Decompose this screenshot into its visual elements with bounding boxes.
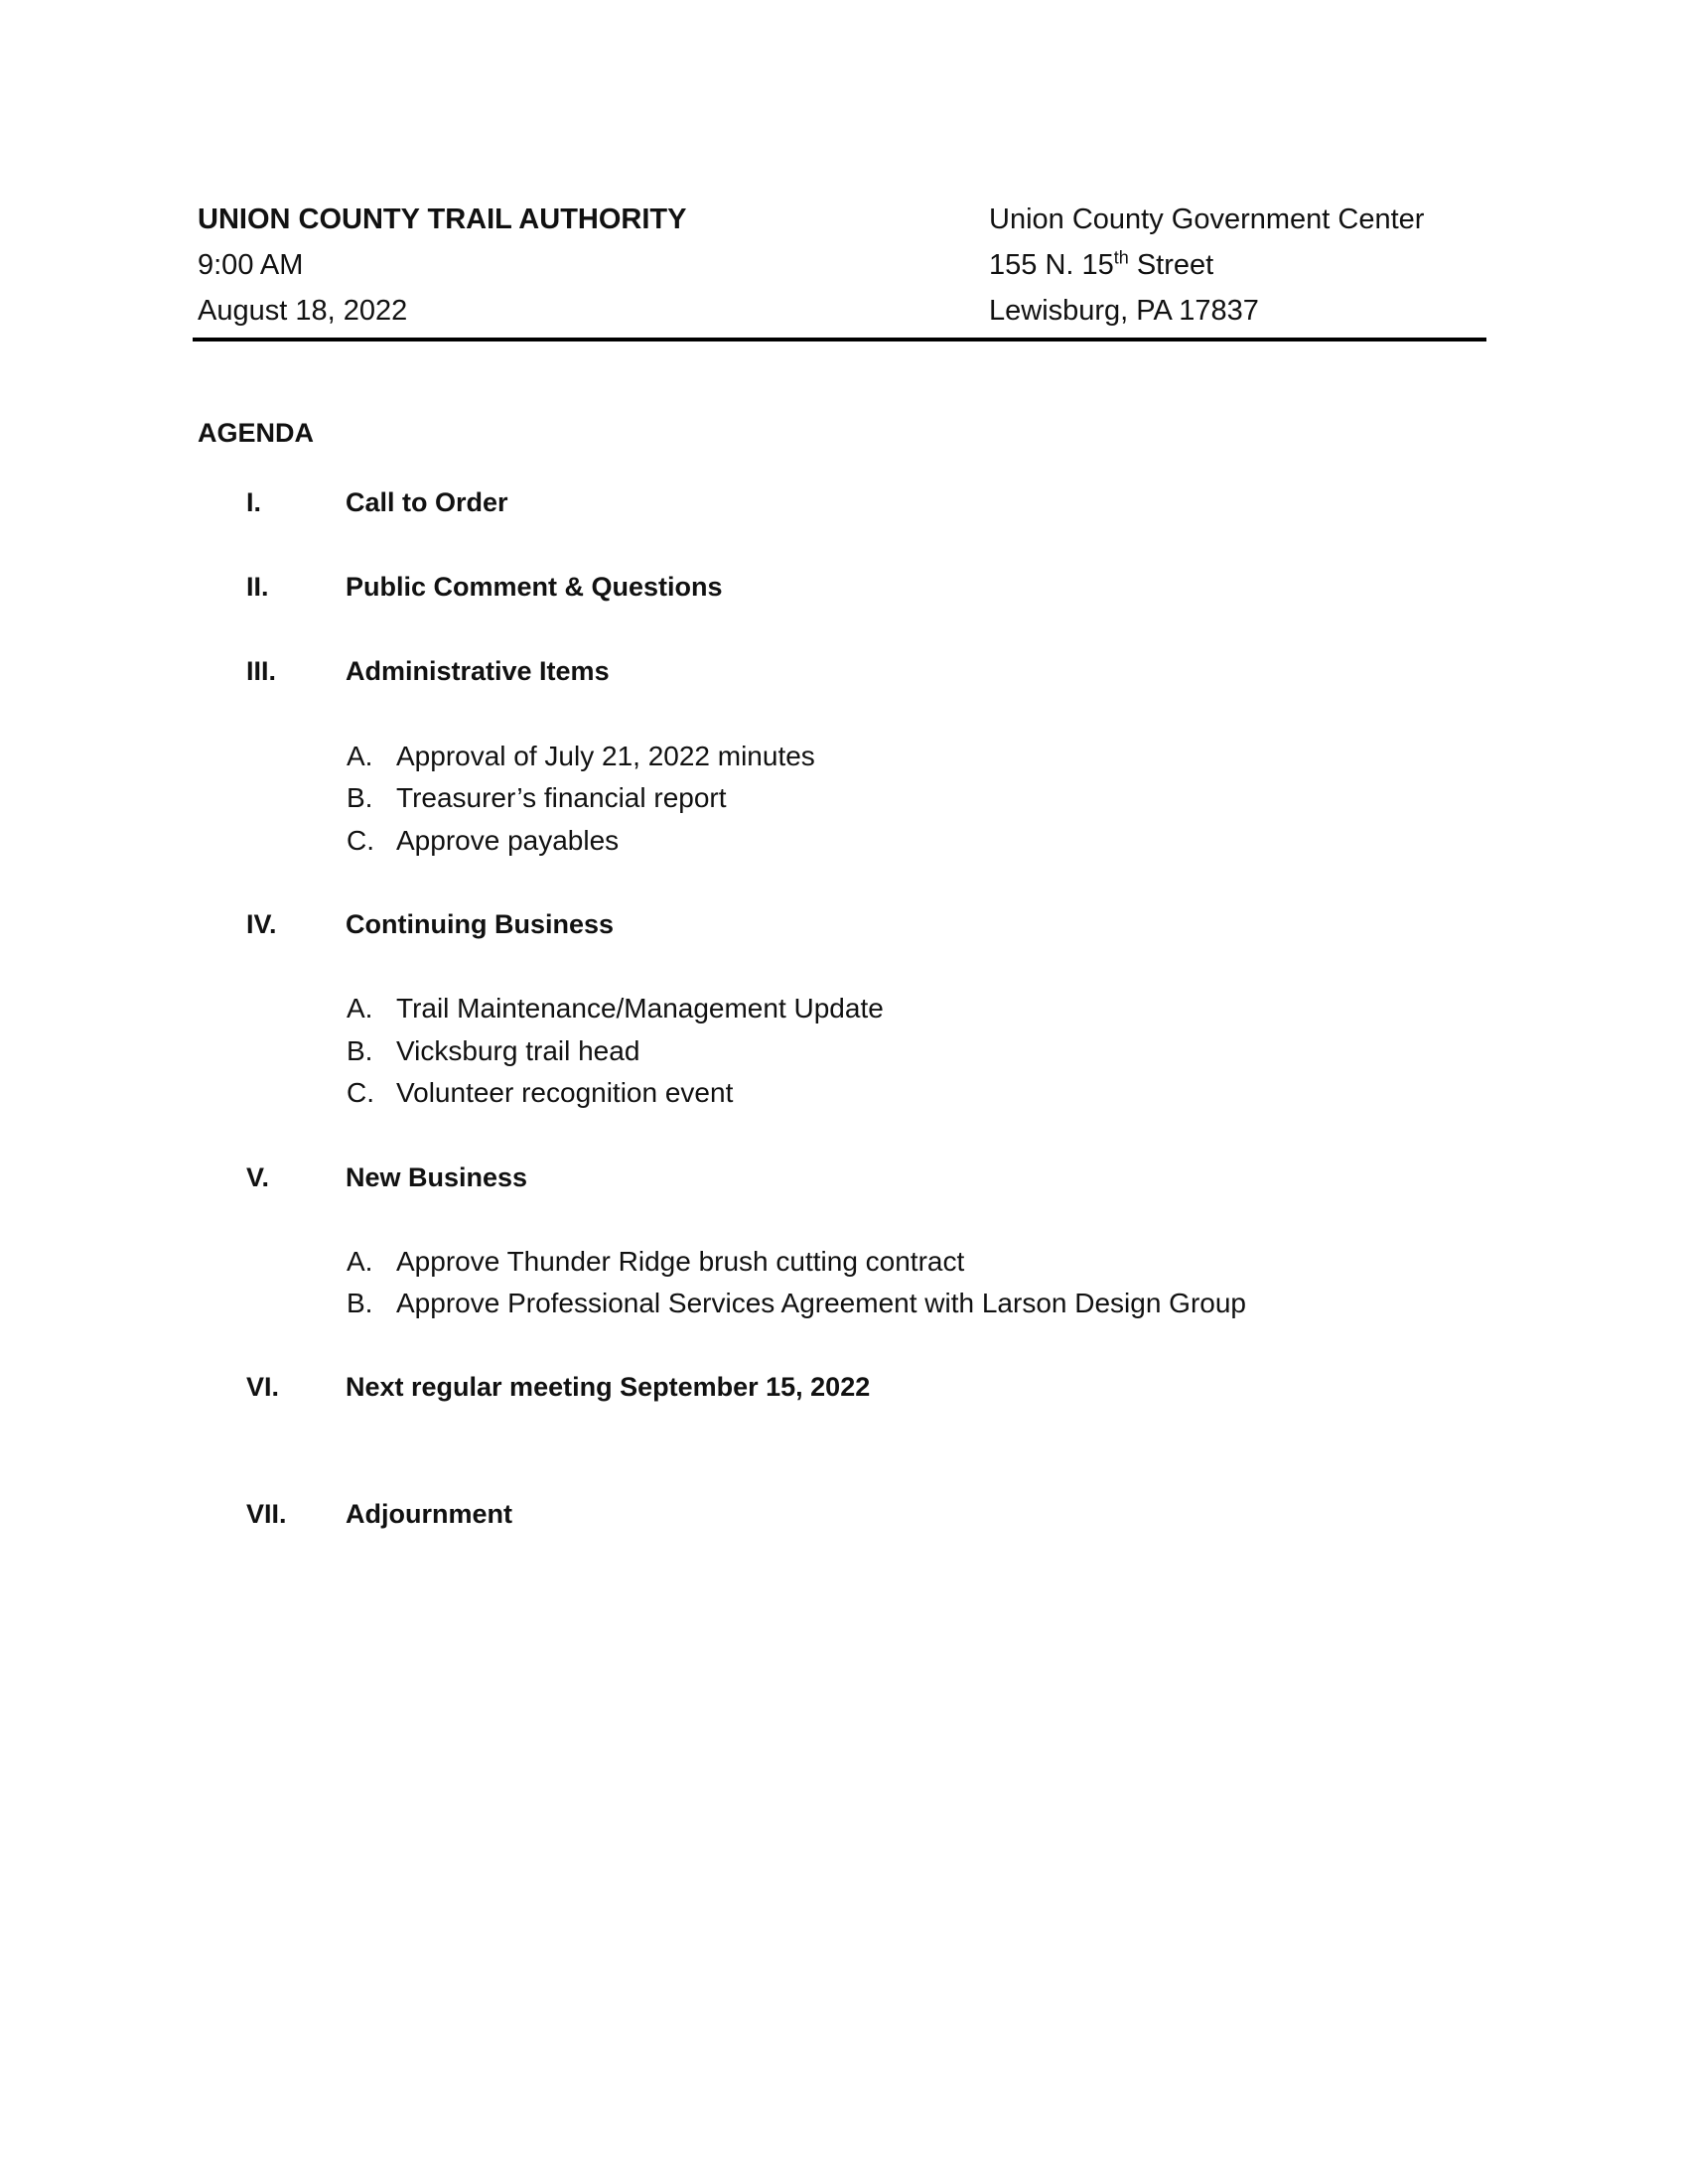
subitem-letter: B. xyxy=(347,782,373,813)
org-name: UNION COUNTY TRAIL AUTHORITY xyxy=(198,204,687,235)
agenda-item-number: I. xyxy=(246,487,262,517)
subitem-letter: C. xyxy=(347,825,374,856)
subitem-letter: B. xyxy=(347,1035,373,1066)
agenda-item-number: III. xyxy=(246,656,277,686)
subitem-letter: A. xyxy=(347,741,373,771)
header-divider xyxy=(193,338,1486,341)
agenda-item-title: New Business xyxy=(346,1162,528,1192)
subitem-text: Volunteer recognition event xyxy=(396,1077,734,1108)
subitem-text: Approve payables xyxy=(396,825,620,856)
subitem-text: Approve Thunder Ridge brush cutting contract xyxy=(396,1246,965,1277)
agenda-item-number: VII. xyxy=(246,1499,287,1529)
agenda-item-number: V. xyxy=(246,1162,270,1192)
agenda-item-title: Adjournment xyxy=(346,1499,512,1529)
agenda-item-number: VI. xyxy=(246,1372,280,1402)
subitem-letter: C. xyxy=(347,1077,374,1108)
agenda-item-number: II. xyxy=(246,572,269,602)
subitem-letter: B. xyxy=(347,1288,373,1318)
agenda-item-number: IV. xyxy=(246,909,277,939)
venue-name: Union County Government Center xyxy=(989,204,1425,235)
subitem-text: Treasurer’s financial report xyxy=(396,782,727,813)
subitem-text: Approval of July 21, 2022 minutes xyxy=(396,741,815,771)
address-suffix: th xyxy=(1113,247,1129,268)
agenda-item-title: Public Comment & Questions xyxy=(346,572,723,602)
meeting-time: 9:00 AM xyxy=(198,249,304,281)
subitem-text: Vicksburg trail head xyxy=(396,1035,640,1066)
agenda-title: AGENDA xyxy=(198,418,315,448)
subitem-text: Approve Professional Services Agreement with Larson Design Group xyxy=(396,1288,1246,1318)
subitem-letter: A. xyxy=(347,993,373,1024)
header-left-block xyxy=(198,197,686,334)
venue-city: Lewisburg, PA 17837 xyxy=(989,295,1259,327)
header-right-block xyxy=(989,197,1424,334)
subitem-text: Trail Maintenance/Management Update xyxy=(396,993,884,1024)
address-street: Street xyxy=(1128,249,1214,281)
meeting-date: August 18, 2022 xyxy=(198,295,408,327)
subitem-letter: A. xyxy=(347,1246,373,1277)
agenda-item-title: Continuing Business xyxy=(346,909,614,939)
venue-address xyxy=(989,242,1424,288)
agenda-item-title: Next regular meeting September 15, 2022 xyxy=(346,1372,871,1402)
agenda-item-title: Administrative Items xyxy=(346,656,610,686)
address-number: 155 N. 15 xyxy=(989,249,1114,281)
agenda-item-title: Call to Order xyxy=(346,487,508,517)
